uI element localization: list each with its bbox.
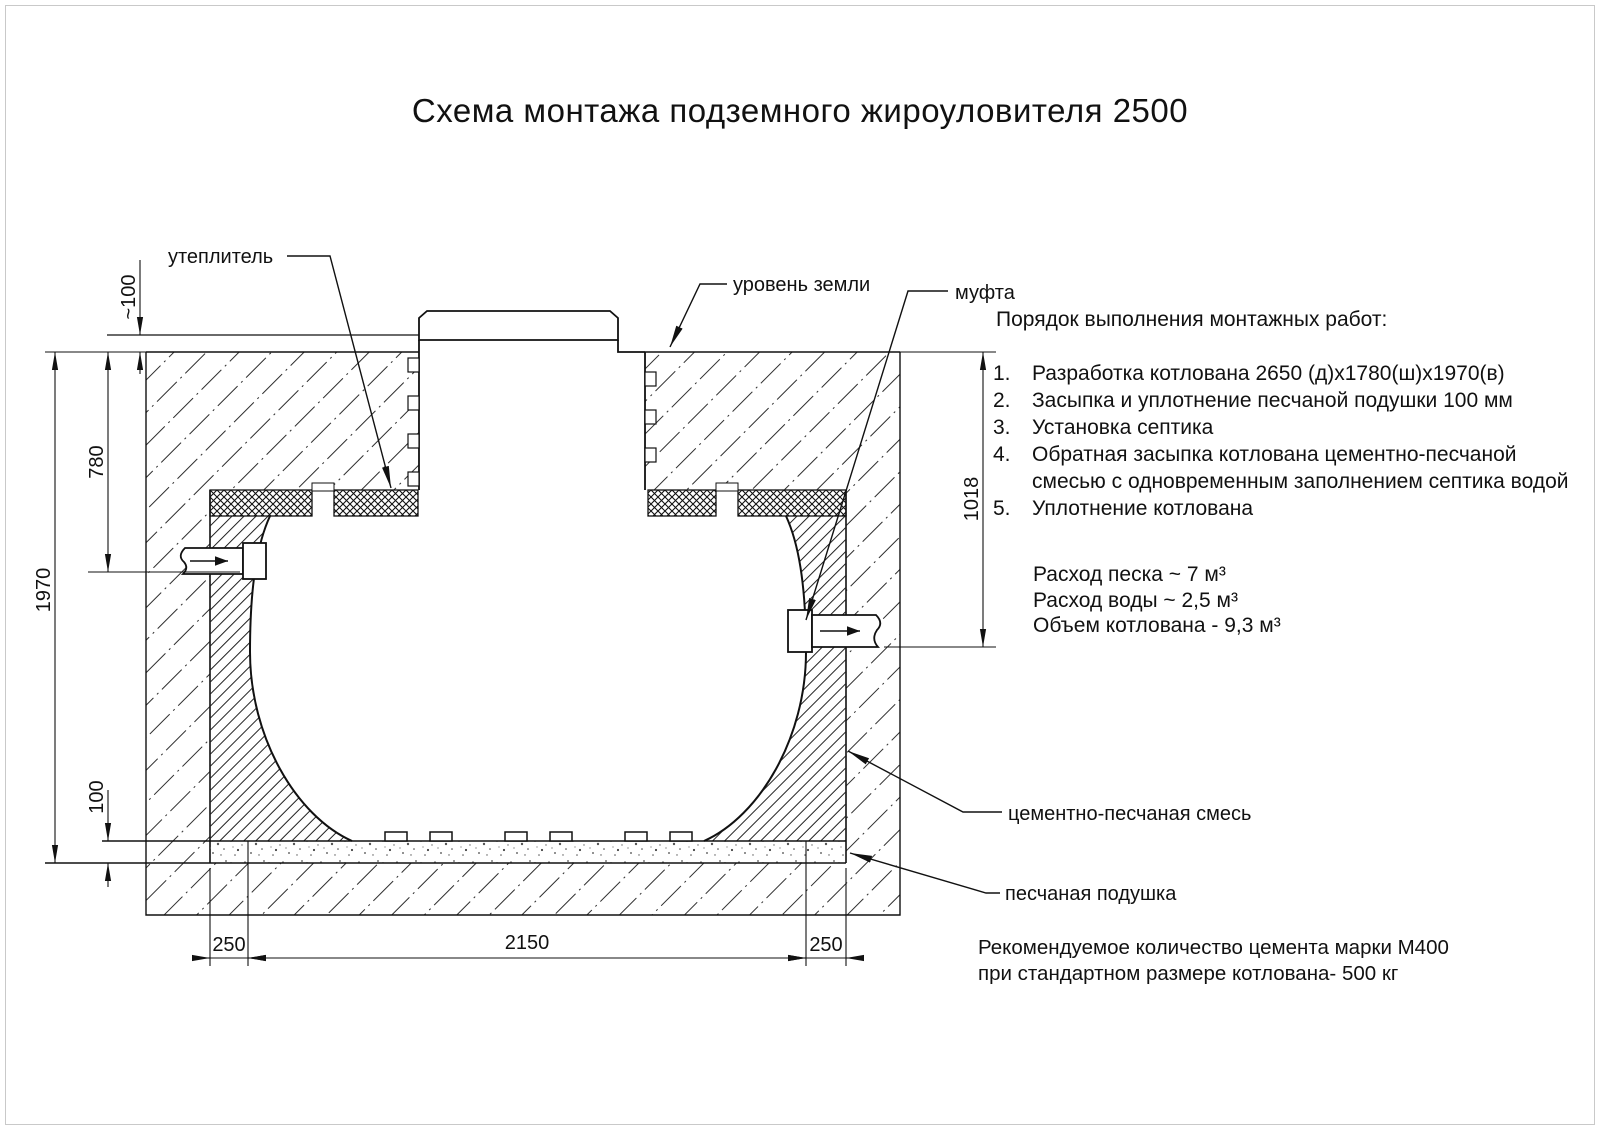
consumption-block xyxy=(1033,562,1281,639)
dim-left-clearance: 250 xyxy=(212,934,246,956)
note-line-1: Рекомендуемое количество цемента марки М400 xyxy=(978,936,1449,959)
procedure-item xyxy=(993,495,1568,522)
cement-sand-fill xyxy=(210,516,846,841)
tank-feet xyxy=(385,832,692,841)
item-number: 4. xyxy=(993,443,1011,466)
outlet-pipe xyxy=(788,610,880,652)
item-text: Обратная засыпка котлована цементно-песчаной xyxy=(1032,443,1517,466)
insulation-label: утеплитель xyxy=(168,246,274,268)
tank-neck xyxy=(408,340,656,490)
inlet-pipe xyxy=(181,543,266,579)
ground-level-leader xyxy=(670,284,727,347)
item-text: Разработка котлована 2650 (д)х1780(ш)х1970(в) xyxy=(1032,362,1505,385)
procedure-heading: Порядок выполнения монтажных работ: xyxy=(996,308,1388,331)
sand-consumption: Расход песка ~ 7 м³ xyxy=(1033,563,1226,586)
item-number: 3. xyxy=(993,416,1011,439)
page-title: Схема монтажа подземного жироуловителя 2500 xyxy=(411,92,1189,129)
water-consumption: Расход воды ~ 2,5 м³ xyxy=(1033,588,1238,612)
dim-tank-diameter: 2150 xyxy=(504,932,550,954)
pit-volume: Объем котлована - 9,3 м³ xyxy=(1033,614,1281,637)
sand-cushion-label: песчаная подушка xyxy=(1005,883,1177,905)
cement-mix-label: цементно-песчаная смесь xyxy=(1008,803,1252,825)
item-number: 5. xyxy=(993,497,1011,520)
tank-body-outline xyxy=(250,516,806,841)
ground-level-label: уровень земли xyxy=(733,274,871,296)
dim-right-clearance: 250 xyxy=(809,934,843,956)
item-text: Уплотнение котлована xyxy=(1032,497,1254,520)
item-text: Установка септика xyxy=(1032,416,1214,439)
procedure-item xyxy=(993,387,1568,414)
tank-lid xyxy=(419,311,618,340)
dim-surface-offset: ~100 xyxy=(118,274,140,320)
item-text: смесью с одновременным заполнением септика водой xyxy=(1032,470,1569,493)
dim-outlet-depth: 1018 xyxy=(961,476,983,522)
dim-pit-depth: 1970 xyxy=(33,567,55,613)
procedure-item xyxy=(993,360,1568,387)
item-text: Засыпка и уплотнение песчаной подушки 100 мм xyxy=(1032,389,1513,412)
note-line-2: при стандартном размере котлована- 500 кг xyxy=(978,961,1399,985)
procedure-item xyxy=(993,414,1568,441)
dim-cushion-thickness: 100 xyxy=(86,780,108,814)
dim-inlet-depth: 780 xyxy=(86,445,108,479)
coupling-label: муфта xyxy=(955,282,1015,304)
procedure-item-continuation xyxy=(993,468,1568,495)
procedure-item xyxy=(993,441,1568,468)
item-number: 1. xyxy=(993,362,1011,385)
procedure-list xyxy=(993,360,1568,522)
cement-note xyxy=(978,935,1449,986)
item-number: 2. xyxy=(993,389,1011,412)
